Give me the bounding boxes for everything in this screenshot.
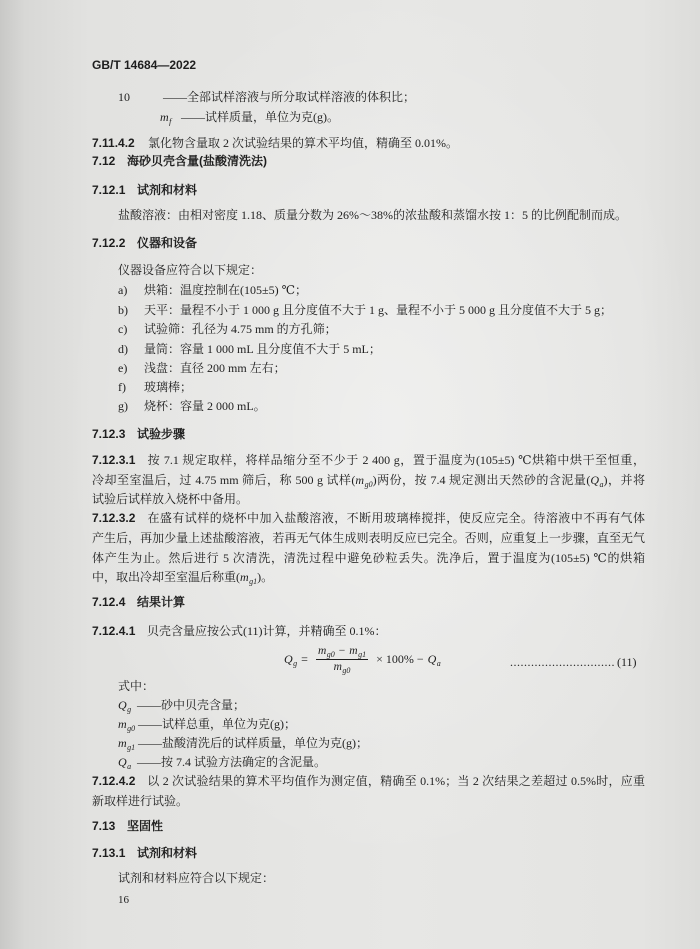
clause-7-12-3-2-line	[92, 510, 645, 526]
section-title: 试剂和材料	[137, 846, 198, 860]
section-heading-7-13	[92, 818, 163, 834]
symbol	[118, 735, 138, 753]
variable: m	[355, 473, 365, 487]
variable: m	[349, 645, 358, 657]
clause-7-12-3-1-line: 试验后试样放入烧杯中备用。	[92, 492, 249, 506]
list-item-text: 烧杯：容量 2 000 mL。	[144, 399, 266, 413]
list-item	[118, 398, 266, 414]
symbol-definition-row	[160, 109, 339, 125]
list-item	[118, 282, 307, 298]
clause-text: 冷却至室温后，过 4.75 mm 筛后，称 500 g 试样(	[92, 473, 356, 487]
fraction	[316, 644, 368, 675]
clause-text: )。	[257, 570, 274, 584]
list-item-label: c)	[118, 322, 128, 336]
clause-7-12-3-1-line	[92, 452, 645, 468]
symbol	[160, 109, 181, 127]
clause-number: 7.12.1	[92, 183, 126, 197]
section-title: 试验步骤	[137, 427, 186, 441]
list-item-text: 试验筛：孔径为 4.75 mm 的方孔筛；	[144, 322, 337, 336]
variable-subscript: g0	[326, 650, 335, 659]
clause-7-12-3-2-line	[92, 569, 273, 585]
clause-text: 在盛有试样的烧杯中加入盐酸溶液，不断用玻璃棒搅拌，使反应完全。待溶液中不再有气体	[147, 511, 645, 525]
section-heading-7-12	[92, 153, 267, 169]
list-item	[118, 302, 612, 318]
clause-text: 中，取出冷却至室温后称重(	[92, 570, 240, 584]
minus-sign: −	[338, 645, 346, 657]
list-item	[118, 360, 286, 376]
symbol-description: ——盐酸清洗后的试样质量，单位为克(g)；	[138, 736, 368, 750]
symbol-variable: m	[118, 717, 127, 731]
clause-7-12-3-1-line	[92, 472, 645, 488]
variable: Q	[590, 473, 600, 487]
symbol-variable: m	[160, 110, 169, 124]
standard-code-header: GB/T 14684—2022	[92, 58, 197, 72]
clause-number: 7.12.4.2	[92, 774, 136, 788]
clause-number: 7.12.3	[92, 427, 126, 441]
subsection-heading-7-12-1	[92, 182, 197, 198]
list-item-label: g)	[118, 399, 128, 413]
clause-7-12-4-2-line: 新取样进行试验。	[92, 794, 189, 808]
list-item	[118, 341, 381, 357]
list-item-label: f)	[118, 380, 126, 394]
list-item-text: 玻璃棒；	[144, 380, 193, 394]
clause-text: )，并将	[603, 473, 646, 487]
variable: Q	[284, 652, 293, 666]
clause-7-12-4-2-line	[92, 773, 645, 789]
symbol-subscript: f	[169, 117, 172, 126]
section-title: 海砂贝壳含量(盐酸清洗法)	[127, 154, 267, 168]
list-item-text: 量筒：容量 1 000 mL 且分度值不大于 5 mL；	[144, 342, 381, 356]
subsection-heading-7-12-3	[92, 426, 185, 442]
symbol-variable: m	[118, 736, 127, 750]
clause-7-12-3-2-line: 产生后，再加少量上述盐酸溶液，若再无气体生成则表明反应已完全。否则，应重复上一步骤，直至无气	[92, 531, 645, 545]
equals-sign: =	[301, 652, 308, 666]
symbol-variable: Q	[118, 698, 127, 712]
clause-text: 贝壳含量应按公式(11)计算，并精确至 0.1%：	[147, 624, 387, 638]
symbol-description: ——试样质量，单位为克(g)。	[181, 110, 339, 124]
symbol-description: ——按 7.4 试验方法确定的含泥量。	[137, 755, 327, 769]
clause-number: 7.12.2	[92, 236, 126, 250]
subsection-heading-7-13-1	[92, 845, 197, 861]
clause-7-11-4-2	[92, 135, 458, 151]
list-intro: 仪器设备应符合以下规定：	[118, 263, 263, 277]
clause-text: )两份，按 7.4 规定测出天然砂的含泥量(	[372, 473, 591, 487]
list-item-text: 烘箱：温度控制在(105±5) ℃；	[144, 283, 308, 297]
formula-11	[284, 644, 441, 675]
page-number: 16	[118, 894, 129, 906]
clause-number: 7.13	[92, 819, 116, 833]
variable: Q	[427, 652, 437, 666]
section-title: 仪器和设备	[137, 236, 198, 250]
symbol-variable: Q	[118, 755, 127, 769]
list-intro: 试剂和材料应符合以下规定：	[118, 871, 275, 885]
clause-number: 7.12.4	[92, 595, 126, 609]
list-item-text: 天平：量程不小于 1 000 g 且分度值不大于 1 g、量程不小于 5 000 g 且分度值不大于 5 g；	[144, 303, 613, 317]
symbol-definition-row	[118, 89, 415, 105]
section-title: 结果计算	[137, 595, 186, 609]
subsection-heading-7-12-4	[92, 594, 185, 610]
formula-lhs	[284, 652, 297, 667]
formula-number: (11)	[617, 655, 637, 669]
where-label: 式中：	[118, 679, 155, 693]
paragraph-hcl-solution: 盐酸溶液：由相对密度 1.18、质量分数为 26%～38%的浓盐酸和蒸馏水按 1：5 的比例配制而成。	[118, 208, 627, 222]
symbol-description: ——全部试样溶液与所分取试样溶液的体积比；	[163, 90, 416, 104]
list-item	[118, 321, 337, 337]
section-title: 坚固性	[127, 819, 164, 833]
clause-text: 按 7.1 规定取样，将样品缩分至不少于 2 400 g，置于温度为(105±5) ℃烘箱中烘干至恒重，	[147, 453, 645, 467]
symbol-definition-row	[118, 735, 368, 751]
variable-subscript: g0	[364, 480, 373, 489]
clause-7-12-3-2-line: 体产生为止。然后进行 5 次清洗，清洗过程中避免砂粒丢失。洗净后，置于温度为(105±5) ℃的烘箱	[92, 551, 645, 565]
clause-number: 7.12	[92, 154, 116, 168]
variable-subscript: g	[293, 659, 298, 668]
list-item-text: 浅盘：直径 200 mm 左右；	[144, 361, 286, 375]
list-item-label: a)	[118, 283, 128, 297]
fraction-denominator	[334, 660, 351, 675]
clause-number: 7.12.3.1	[92, 453, 136, 467]
list-item	[118, 379, 192, 395]
clause-number: 7.12.3.2	[92, 511, 136, 525]
clause-7-12-4-1	[92, 623, 387, 639]
variable-subscript: a	[436, 659, 441, 668]
variable-subscript: a	[599, 480, 604, 489]
variable-subscript: g1	[358, 650, 367, 659]
formula-multiplier: × 100% −	[376, 652, 424, 666]
symbol-subscript: g	[127, 705, 132, 714]
symbol	[118, 754, 137, 772]
symbol-description: ——试样总重，单位为克(g)；	[138, 717, 296, 731]
variable: m	[240, 570, 249, 584]
clause-text: 氯化物含量取 2 次试验结果的算术平均值，精确至 0.01%。	[148, 136, 458, 150]
symbol-definition-row	[118, 754, 326, 770]
variable: m	[333, 661, 342, 673]
variable-subscript: g0	[342, 666, 351, 675]
symbol	[118, 697, 137, 715]
variable-subscript: g1	[249, 577, 258, 586]
clause-number: 7.11.4.2	[92, 136, 135, 150]
symbol-definition-row	[118, 697, 245, 713]
list-item-label: b)	[118, 303, 128, 317]
symbol-subscript: g0	[127, 724, 136, 733]
formula-rhs	[428, 652, 441, 667]
subsection-heading-7-12-2	[92, 235, 197, 251]
symbol-subscript: a	[127, 762, 132, 771]
symbol-definition-row	[118, 716, 296, 732]
symbol-subscript: g1	[127, 743, 136, 752]
section-title: 试剂和材料	[137, 183, 198, 197]
list-item-label: e)	[118, 361, 128, 375]
symbol	[118, 716, 138, 734]
clause-number: 7.12.4.1	[92, 624, 136, 638]
symbol-description: ——砂中贝壳含量；	[137, 698, 246, 712]
symbol: 10	[118, 90, 130, 104]
clause-number: 7.13.1	[92, 846, 126, 860]
clause-text: 以 2 次试验结果的算术平均值作为测定值，精确至 0.1%；当 2 次结果之差超过 0.5%时，应重	[147, 774, 645, 788]
variable: m	[317, 645, 327, 657]
list-item-label: d)	[118, 342, 128, 356]
fraction-numerator	[316, 644, 368, 660]
formula-dot-leader: ..............................	[510, 655, 615, 669]
